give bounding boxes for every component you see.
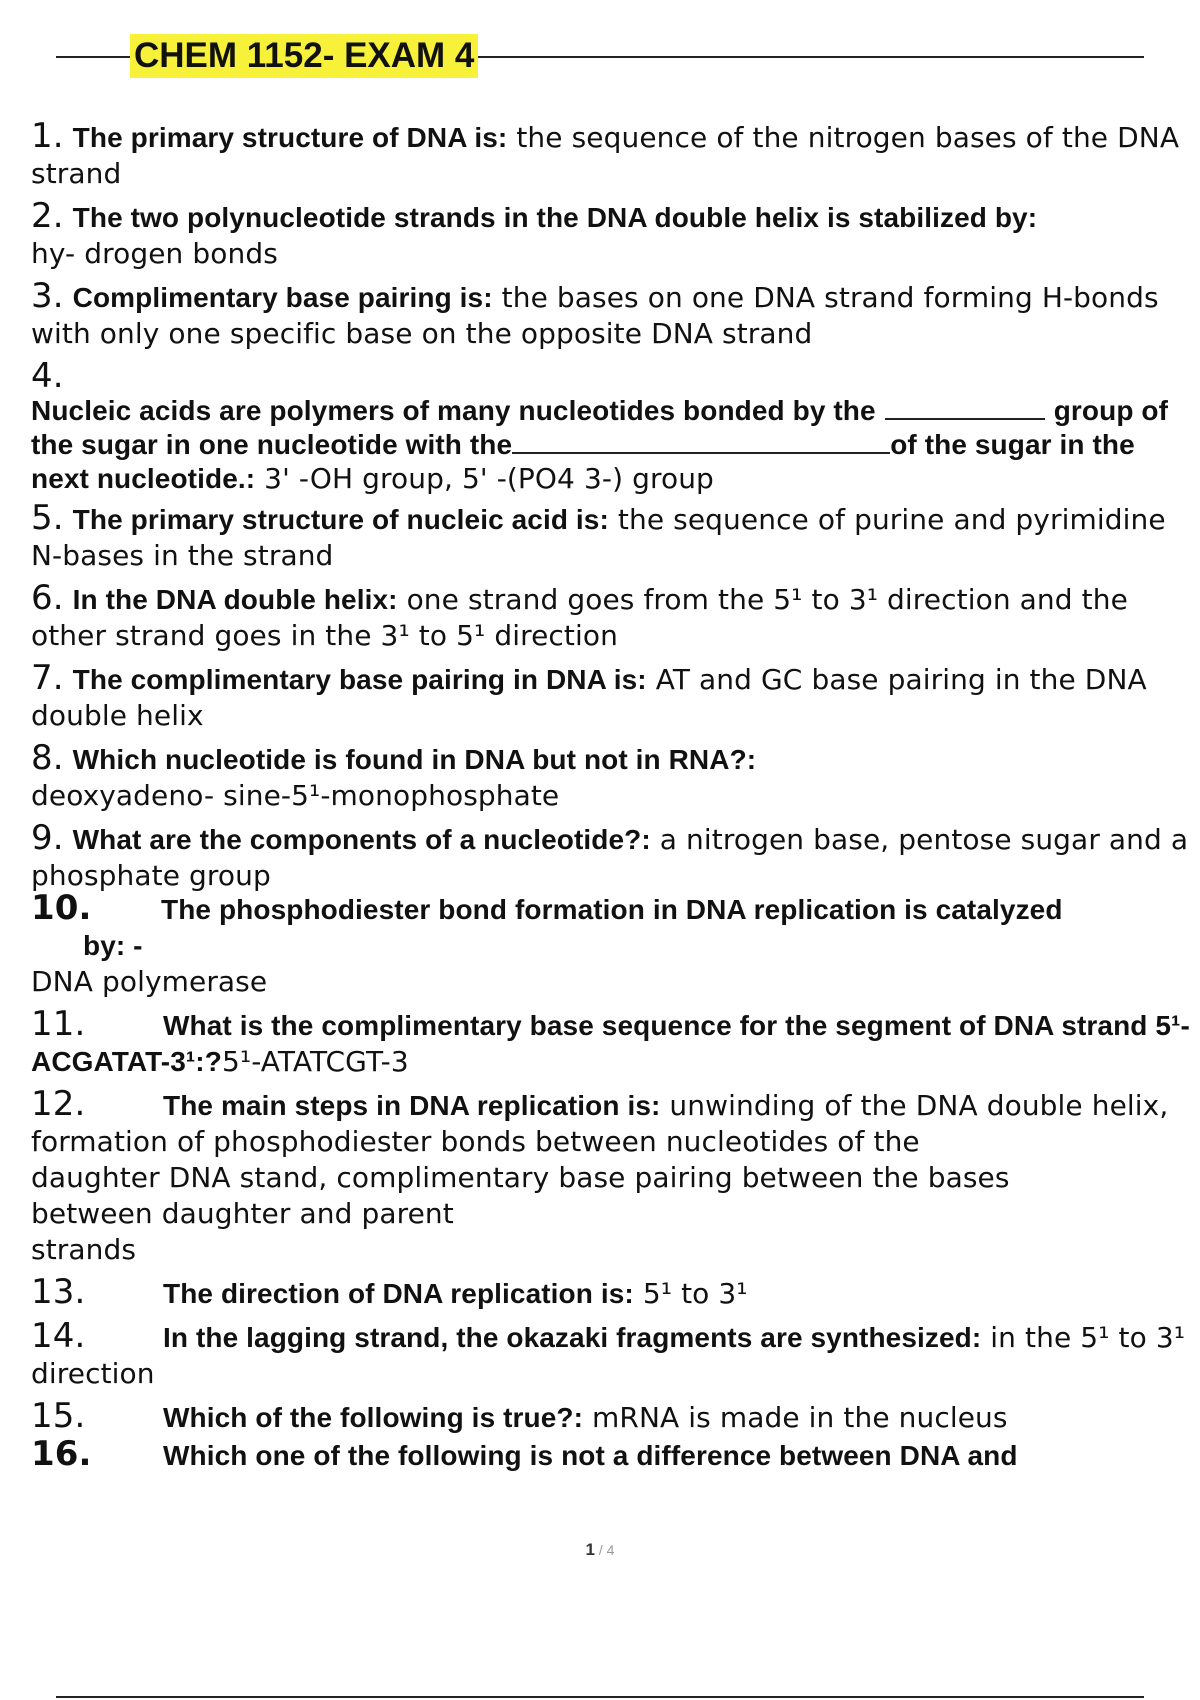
question-item-1 bbox=[31, 118, 1191, 192]
fill-in-blank-1 bbox=[885, 396, 1045, 420]
question-text-line1: The phosphodiester bond formation in DNA replication is catalyzed bbox=[161, 894, 1063, 925]
question-text: What are the components of a nucleotide?: bbox=[72, 824, 651, 855]
item-number: 7. bbox=[31, 658, 64, 698]
page-title: CHEM 1152- EXAM 4 bbox=[130, 34, 478, 78]
item-number: 13. bbox=[31, 1272, 86, 1312]
item-number: 9. bbox=[31, 818, 64, 858]
question-item-2 bbox=[31, 198, 1191, 272]
item-number: 11. bbox=[31, 1004, 86, 1044]
answer-text: AT and GC base pairing in the DNA double helix bbox=[31, 663, 1147, 732]
question-text: The complimentary base pairing in DNA is: bbox=[72, 664, 647, 695]
answer-text-line1: unwinding of the DNA double helix, formation of phosphodiester bonds between nucleotides of the bbox=[31, 1089, 1169, 1158]
item-number: 15. bbox=[31, 1396, 86, 1436]
question-item-6 bbox=[31, 580, 1191, 654]
answer-text: 3' -OH group, 5' -(PO4 3-) group bbox=[255, 462, 714, 495]
answer-text: mRNA is made in the nucleus bbox=[583, 1401, 1008, 1434]
question-list bbox=[31, 118, 1191, 1480]
item-number: 10. bbox=[31, 888, 92, 928]
item-number: 1. bbox=[31, 116, 64, 156]
question-text: Which one of the following is not a difference between DNA and bbox=[163, 1440, 1018, 1471]
item-number: 8. bbox=[31, 738, 64, 778]
item-number: 2. bbox=[31, 196, 64, 236]
title-row bbox=[56, 30, 1144, 80]
question-item-14 bbox=[31, 1318, 1191, 1392]
answer-text-line3: strands bbox=[31, 1233, 137, 1266]
question-item-10 bbox=[31, 890, 1191, 1000]
question-text: The direction of DNA replication is: bbox=[163, 1278, 634, 1309]
answer-text: the bases on one DNA strand forming H-bonds with only one specific base on the opposite DNA strand bbox=[31, 281, 1159, 350]
page-separator: / bbox=[595, 1542, 607, 1558]
item-number: 16. bbox=[31, 1434, 92, 1474]
page-indicator bbox=[0, 1540, 1200, 1560]
answer-text-line2: daughter DNA stand, complimentary base pairing between the bases between daughter and parent bbox=[31, 1161, 1010, 1230]
item-number: 4. bbox=[31, 356, 64, 396]
fill-in-blank-2 bbox=[512, 430, 890, 454]
question-text: The primary structure of nucleic acid is: bbox=[72, 504, 609, 535]
answer-text: hy- drogen bonds bbox=[31, 237, 278, 270]
question-item-13 bbox=[31, 1274, 1191, 1312]
question-text-part2: group of the sugar in one nucleotide with the bbox=[31, 395, 1169, 460]
item-number: 5. bbox=[31, 498, 64, 538]
question-text-part1: Nucleic acids are polymers of many nucleotides bonded by the bbox=[31, 395, 876, 426]
question-text: What is the complimentary base sequence for the segment of DNA strand 5¹-ACGATAT-3¹:? bbox=[31, 1010, 1190, 1077]
question-item-4 bbox=[31, 358, 1191, 496]
question-text-line2: by: - bbox=[83, 930, 143, 961]
current-page: 1 bbox=[585, 1540, 595, 1559]
question-text: In the DNA double helix: bbox=[72, 584, 398, 615]
answer-text: 5¹ to 3¹ bbox=[633, 1277, 748, 1310]
item-number: 3. bbox=[31, 276, 64, 316]
question-item-5 bbox=[31, 500, 1191, 574]
question-text: Which nucleotide is found in DNA but not in RNA?: bbox=[72, 744, 757, 775]
question-item-8 bbox=[31, 740, 1191, 814]
question-text: In the lagging strand, the okazaki fragments are synthesized: bbox=[163, 1322, 982, 1353]
total-pages: 4 bbox=[606, 1542, 615, 1558]
answer-text: deoxyadeno- sine-5¹-monophosphate bbox=[31, 779, 560, 812]
question-text: The main steps in DNA replication is: bbox=[163, 1090, 661, 1121]
question-text: The primary structure of DNA is: bbox=[72, 122, 508, 153]
answer-text: the sequence of purine and pyrimidine N-bases in the strand bbox=[31, 503, 1166, 572]
answer-text: in the 5¹ to 3¹ direction bbox=[31, 1321, 1186, 1390]
item-number: 6. bbox=[31, 578, 64, 618]
answer-text: 5¹-ATATCGT-3 bbox=[221, 1045, 409, 1078]
answer-text: the sequence of the nitrogen bases of the DNA strand bbox=[31, 121, 1180, 190]
question-item-16 bbox=[31, 1436, 1191, 1474]
question-item-7 bbox=[31, 660, 1191, 734]
question-text-part3: of the sugar in the next nucleotide.: bbox=[31, 429, 1135, 494]
question-item-15 bbox=[31, 1398, 1191, 1436]
item-number: 12. bbox=[31, 1084, 86, 1124]
question-text: Complimentary base pairing is: bbox=[72, 282, 493, 313]
item-number: 14. bbox=[31, 1316, 86, 1356]
question-item-12 bbox=[31, 1086, 1191, 1268]
question-item-11 bbox=[31, 1006, 1191, 1080]
question-text: The two polynucleotide strands in the DNA double helix is stabilized by: bbox=[72, 202, 1038, 233]
question-item-3 bbox=[31, 278, 1191, 352]
bottom-rule bbox=[56, 1696, 1144, 1698]
answer-text: DNA polymerase bbox=[31, 965, 268, 998]
answer-text: a nitrogen base, pentose sugar and a phosphate group bbox=[31, 823, 1189, 892]
answer-text: one strand goes from the 5¹ to 3¹ direction and the other strand goes in the 3¹ to 5¹ direction bbox=[31, 583, 1128, 652]
question-item-9 bbox=[31, 820, 1191, 894]
question-text: Which of the following is true?: bbox=[163, 1402, 584, 1433]
